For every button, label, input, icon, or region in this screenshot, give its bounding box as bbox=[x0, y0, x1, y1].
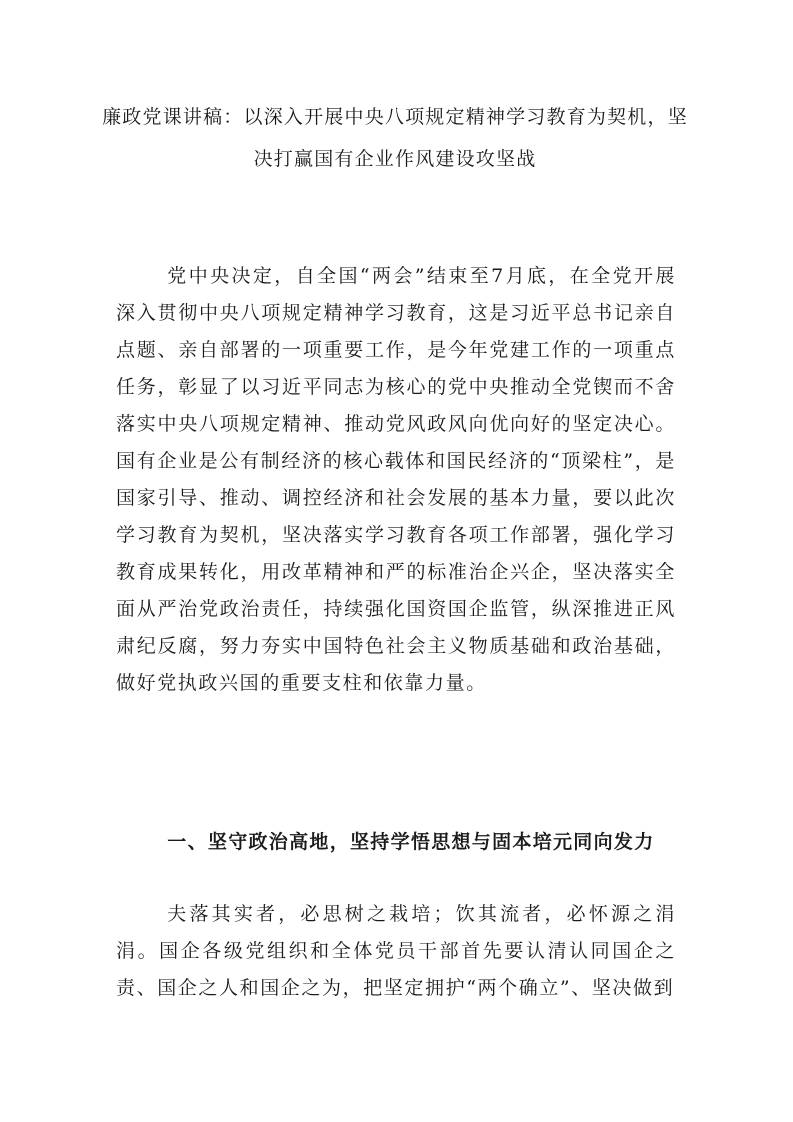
document-title: 廉政党课讲稿：以深入开展中央八项规定精神学习教育为契机，坚决打赢国有企业作风建设攻坚战 bbox=[102, 106, 688, 170]
section-paragraph: 夫落其实者，必思树之栽培；饮其流者，必怀源之涓涓。国企各级党组织和全体党员干部首先要认清认同国企之责、国企之人和国企之为，把坚定拥护“两个确立”、坚决做到 bbox=[116, 903, 676, 999]
intro-paragraph: 党中央决定，自全国“两会”结束至7月底，在全党开展深入贯彻中央八项规定精神学习教育，这是习近平总书记亲自点题、亲自部署的一项重要工作，是今年党建工作的一项重点任务，彰显了以习近平同志为核心的党中央推动全党锲而不舍落实中央八项规定精神、推动党风政风向优向好的坚定决心。国有企业是公有制经济的核心载体和国民经济的“顶梁柱”，是国家引导、推动、调控经济和社会发展的基本力量，要以此次学习教育为契机，坚决落实学习教育各项工作部署，强化学习教育成果转化，用改革精神和严的标准治企兴企，坚决落实全面从严治党政治责任，持续强化国资国企监管，纵深推进正风肃纪反腐，努力夯实中国特色社会主义物质基础和政治基础，做好党执政兴国的重要支柱和依靠力量。 bbox=[116, 265, 676, 694]
section-heading: 一、坚守政治高地，坚持学悟思想与固本培元同向发力 bbox=[167, 831, 655, 853]
